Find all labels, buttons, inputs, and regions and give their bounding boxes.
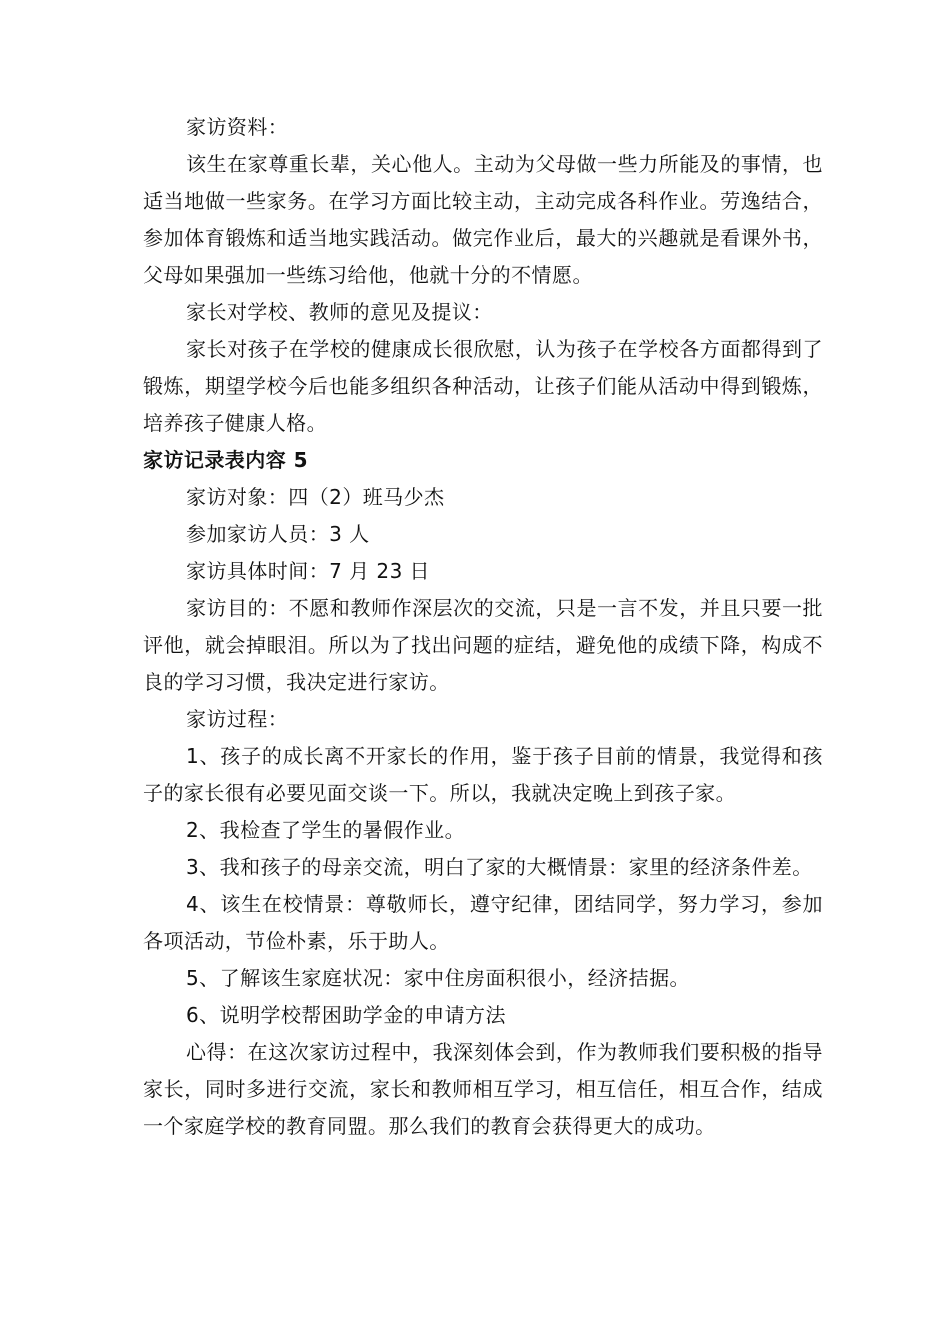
paragraph-process-item-6: 6、说明学校帮困助学金的申请方法 — [186, 1003, 506, 1027]
paragraph-process-item-1: 1、孩子的成长离不开家长的作用，鉴于孩子目前的情景，我觉得和孩子的家长很有必要见面交谈一下。所以，我就决定晚上到孩子家。 — [143, 744, 823, 805]
paragraph-visit-participants: 参加家访人员：3 人 — [186, 522, 370, 546]
paragraph-visit-target: 家访对象：四（2）班马少杰 — [186, 485, 445, 509]
paragraph-reflection: 心得：在这次家访过程中，我深刻体会到，作为教师我们要积极的指导家长，同时多进行交流，家长和教师相互学习，相互信任，相互合作，结成一个家庭学校的教育同盟。那么我们的教育会获得更大的成功。 — [143, 1040, 823, 1138]
paragraph-visit-purpose: 家访目的：不愿和教师作深层次的交流，只是一言不发，并且只要一批评他，就会掉眼泪。所以为了找出问题的症结，避免他的成绩下降，构成不良的学习习惯，我决定进行家访。 — [143, 596, 823, 694]
paragraph-visit-time: 家访具体时间：7 月 23 日 — [186, 559, 430, 583]
paragraph-process-item-5: 5、了解该生家庭状况：家中住房面积很小，经济拮据。 — [186, 966, 690, 990]
section-heading: 家访记录表内容 5 — [143, 448, 308, 472]
paragraph-process-item-4: 4、该生在校情景：尊敬师长，遵守纪律，团结同学，努力学习，参加各项活动，节俭朴素，乐于助人。 — [143, 892, 823, 953]
paragraph-parent-suggestions: 家长对孩子在学校的健康成长很欣慰，认为孩子在学校各方面都得到了锻炼，期望学校今后也能多组织各种活动，让孩子们能从活动中得到锻炼，培养孩子健康人格。 — [143, 337, 823, 435]
paragraph-process-item-3: 3、我和孩子的母亲交流，明白了家的大概情景：家里的经济条件差。 — [186, 855, 813, 879]
paragraph-process-item-2: 2、我检查了学生的暑假作业。 — [186, 818, 466, 842]
paragraph-student-at-home: 该生在家尊重长辈，关心他人。主动为父母做一些力所能及的事情，也适当地做一些家务。在学习方面比较主动，主动完成各科作业。劳逸结合，参加体育锻炼和适当地实践活动。做完作业后，最大的兴趣就是看课外书，父母如果强加一些练习给他，他就十分的不情愿。 — [143, 152, 823, 287]
paragraph-visit-process-label: 家访过程： — [186, 707, 289, 731]
document-page — [143, 109, 823, 1145]
paragraph-parent-suggestions-label: 家长对学校、教师的意见及提议： — [186, 300, 493, 324]
paragraph-visit-info-label: 家访资料： — [186, 115, 289, 139]
